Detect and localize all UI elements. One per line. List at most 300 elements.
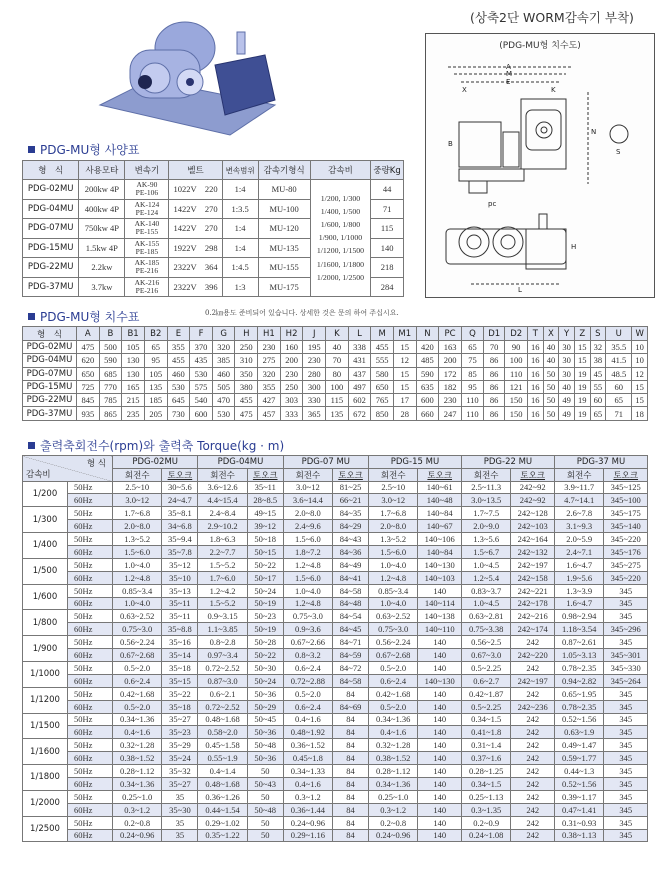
dim-value: 431: [348, 354, 371, 367]
corner-model-label: 형 식: [86, 459, 106, 469]
dim-value: 555: [371, 354, 394, 367]
torque-value: 242~197: [511, 674, 555, 687]
dim-value: 195: [303, 341, 326, 354]
dim-value: 590: [99, 354, 122, 367]
torque-value: 242: [511, 713, 555, 726]
speed-row-hz60: [23, 545, 648, 558]
dim-value: 100: [505, 354, 528, 367]
rpm-subheader: 회전수: [554, 468, 603, 481]
torque-value: 50~23: [247, 610, 283, 623]
dim-value: 730: [167, 407, 190, 420]
torque-value: 35~14: [162, 649, 198, 662]
rpm-value: 1.18~3.54: [554, 623, 603, 636]
dim-value: 303: [280, 394, 303, 407]
rpm-value: 2.9~10.2: [198, 520, 247, 533]
torque-value: 35: [162, 790, 198, 803]
dim-value: 215: [122, 394, 145, 407]
torque-value: 242~158: [511, 571, 555, 584]
spec-range: 1:4: [222, 238, 258, 258]
torque-value: 140~103: [418, 571, 462, 584]
torque-value: 345~140: [604, 520, 648, 533]
spec-model: PDG-22MU: [23, 258, 79, 278]
dim-value: 12: [393, 354, 416, 367]
dim-value: 49: [559, 394, 575, 407]
rpm-value: 2.2~7.7: [198, 545, 247, 558]
dim-value: 250: [235, 341, 258, 354]
rpm-value: 0.34~1.36: [113, 777, 162, 790]
rpm-value: 1.7~6.8: [113, 507, 162, 520]
frequency-label: 50Hz: [68, 533, 113, 546]
rpm-value: 2.0~8.0: [283, 507, 332, 520]
dim-header-j: J: [303, 327, 326, 341]
dim-value: 530: [190, 367, 213, 380]
dim-value: 845: [77, 394, 100, 407]
dim-value: 385: [212, 354, 235, 367]
torque-value: 242~221: [511, 584, 555, 597]
torque-value: 84~54: [333, 610, 369, 623]
ratio-pair: 1/600, 1/800: [320, 219, 361, 229]
dim-value: 40: [559, 380, 575, 393]
torque-value: 35~32: [162, 765, 198, 778]
dim-value: 600: [190, 407, 213, 420]
rpm-value: 1.5~6.0: [283, 533, 332, 546]
dim-value: 19: [574, 407, 590, 420]
speed-section-title: [28, 437, 284, 454]
torque-value: 35~11: [162, 610, 198, 623]
frequency-label: 60Hz: [68, 700, 113, 713]
label-m: M: [506, 70, 513, 78]
torque-value: 50~18: [247, 533, 283, 546]
dim-value: 70: [326, 354, 349, 367]
frequency-label: 50Hz: [68, 636, 113, 649]
spec-reducer: MU-175: [258, 277, 310, 297]
torque-value: 35: [162, 816, 198, 829]
dim-value: 55: [590, 380, 606, 393]
torque-value: 50: [247, 765, 283, 778]
spec-header-ratio: 감속비: [310, 161, 370, 180]
dim-note: 0.2㎞용도 준비되어 있습니다. 상세한 것은 문의 하여 주십시요.: [205, 309, 399, 317]
rpm-value: 0.4~1.6: [368, 726, 417, 739]
dim-value: 165: [122, 380, 145, 393]
transmission-ak: AK-155: [134, 238, 160, 248]
torque-value: 140: [418, 636, 462, 649]
rpm-value: 0.34~1.33: [283, 765, 332, 778]
rpm-value: 1.2~4.8: [283, 558, 332, 571]
rpm-value: 0.55~1.9: [198, 752, 247, 765]
torque-subheader: 토오크: [604, 468, 648, 481]
spec-transmission: [125, 238, 169, 258]
label-x: X: [462, 86, 467, 94]
torque-value: 140~84: [418, 507, 462, 520]
rpm-value: 0.6~2.4: [283, 700, 332, 713]
dim-row: [23, 367, 648, 380]
rpm-value: 0.37~1.6: [461, 752, 510, 765]
spec-model: PDG-04MU: [23, 199, 79, 219]
label-b: B: [448, 140, 453, 148]
spec-model: PDG-15MU: [23, 238, 79, 258]
rpm-value: 3.9~11.7: [554, 481, 603, 494]
spec-header-row: [23, 161, 404, 180]
rpm-value: 0.3~1.2: [283, 790, 332, 803]
dim-value: 35.5: [606, 341, 632, 354]
rpm-value: 0.52~1.56: [554, 777, 603, 790]
dim-value: 200: [280, 354, 303, 367]
rpm-value: 0.6~2.4: [113, 674, 162, 687]
label-l: L: [518, 286, 522, 294]
rpm-value: 1.3~5.2: [368, 533, 417, 546]
frequency-label: 50Hz: [68, 584, 113, 597]
dim-value: 45: [590, 367, 606, 380]
spec-transmission: [125, 277, 169, 297]
torque-value: 84: [333, 687, 369, 700]
torque-value: 50~24: [247, 674, 283, 687]
front-view-pulley-right: [493, 227, 523, 257]
dim-value: 370: [190, 341, 213, 354]
rpm-value: 1.5~6.0: [113, 545, 162, 558]
speed-row-hz50: [23, 584, 648, 597]
frequency-label: 60Hz: [68, 545, 113, 558]
dim-header-n: N: [416, 327, 439, 341]
label-n: N: [591, 128, 597, 136]
rpm-value: 0.56~2.24: [368, 636, 417, 649]
speed-model-header: PDG-22 MU: [461, 456, 554, 469]
spec-weight: 71: [371, 199, 404, 219]
spec-belt: 1922V 298: [169, 238, 222, 258]
dim-header-h1: H1: [258, 327, 281, 341]
frequency-label: 60Hz: [68, 829, 113, 842]
rpm-value: 0.28~1.12: [368, 765, 417, 778]
dim-value: 247: [439, 407, 462, 420]
spec-motor: 750kw 4P: [79, 219, 125, 239]
dim-value: 602: [348, 394, 371, 407]
dim-value: 310: [235, 354, 258, 367]
label-k: K: [551, 86, 556, 94]
torque-value: 345: [604, 610, 648, 623]
dim-value: 205: [144, 407, 167, 420]
torque-value: 50~36: [247, 687, 283, 700]
torque-value: 345~330: [604, 661, 648, 674]
dim-value: 435: [190, 354, 213, 367]
dim-value: 16: [527, 407, 543, 420]
torque-value: 140~67: [418, 520, 462, 533]
top-view-shaft-inner: [541, 127, 547, 133]
rpm-value: 0.28~1.12: [113, 765, 162, 778]
reduction-ratio: 1/1600: [23, 739, 68, 765]
dim-value: 85: [461, 367, 483, 380]
rpm-value: 0.25~1.0: [368, 790, 417, 803]
torque-value: 35~18: [162, 700, 198, 713]
dim-value: 60: [590, 394, 606, 407]
torque-value: 140~61: [418, 481, 462, 494]
speed-row-hz60: [23, 674, 648, 687]
dim-value: 28: [393, 407, 416, 420]
rpm-value: 1.6~4.7: [554, 597, 603, 610]
torque-value: 345~220: [604, 533, 648, 546]
torque-value: 242~216: [511, 610, 555, 623]
torque-value: 242~220: [511, 649, 555, 662]
rpm-value: 0.87~3.0: [198, 674, 247, 687]
dim-value: 105: [144, 367, 167, 380]
dim-value: 530: [212, 407, 235, 420]
dim-header-g: G: [212, 327, 235, 341]
rpm-value: 1.3~5.2: [113, 533, 162, 546]
torque-value: 84: [333, 803, 369, 816]
torque-value: 84~36: [333, 545, 369, 558]
dim-value: 235: [122, 407, 145, 420]
torque-value: 84: [333, 752, 369, 765]
rpm-value: 0.24~0.96: [113, 829, 162, 842]
torque-value: 50~17: [247, 571, 283, 584]
rpm-value: 0.28~1.25: [461, 765, 510, 778]
label-a: A: [506, 63, 511, 71]
rpm-value: 0.63~2.81: [461, 610, 510, 623]
torque-value: 140: [418, 739, 462, 752]
dim-value: 130: [122, 367, 145, 380]
rpm-value: 0.36~1.52: [283, 739, 332, 752]
dim-value: 150: [505, 407, 528, 420]
dim-value: 725: [77, 380, 100, 393]
spec-range: 1:4: [222, 219, 258, 239]
reduction-ratio: 1/400: [23, 533, 68, 559]
dim-value: 105: [122, 341, 145, 354]
dim-value: 470: [212, 394, 235, 407]
rpm-value: 1.1~3.85: [198, 623, 247, 636]
dim-value: 460: [212, 367, 235, 380]
rpm-value: 1.3~5.6: [461, 533, 510, 546]
dim-value: 15: [574, 341, 590, 354]
torque-value: 242~197: [511, 558, 555, 571]
rpm-value: 0.85~3.4: [113, 584, 162, 597]
torque-value: 84~45: [333, 623, 369, 636]
rpm-value: 1.5~5.2: [198, 597, 247, 610]
front-view-pulley-left-inner: [467, 235, 481, 249]
dim-model: PDG-37MU: [23, 407, 77, 420]
rpm-value: 0.38~1.13: [554, 829, 603, 842]
dim-row: [23, 407, 648, 420]
dim-value: 785: [99, 394, 122, 407]
speed-model-header: PDG-07 MU: [283, 456, 368, 469]
torque-value: 50~30: [247, 661, 283, 674]
rpm-value: 0.6~2.4: [368, 674, 417, 687]
speed-row-hz50: [23, 739, 648, 752]
dim-value: 620: [77, 354, 100, 367]
spec-header-weight: 중량Kg: [371, 161, 404, 180]
speed-row-hz50: [23, 661, 648, 674]
dim-value: 330: [303, 394, 326, 407]
rpm-value: 0.4~1.6: [283, 777, 332, 790]
torque-value: 84~71: [333, 636, 369, 649]
speed-row-hz60: [23, 623, 648, 636]
speed-row-hz50: [23, 558, 648, 571]
dim-value: 850: [371, 407, 394, 420]
dim-row: [23, 341, 648, 354]
frequency-label: 60Hz: [68, 597, 113, 610]
dim-value: 65: [590, 407, 606, 420]
front-view-pulley-left: [459, 227, 489, 257]
rpm-value: 1.0~4.0: [113, 558, 162, 571]
label-e: E: [506, 78, 511, 86]
dim-value: 16: [527, 367, 543, 380]
dim-value: 600: [416, 394, 439, 407]
torque-value: 345: [604, 700, 648, 713]
torque-value: 35~10: [162, 571, 198, 584]
speed-model-header: PDG-15 MU: [368, 456, 461, 469]
dim-value: 250: [280, 380, 303, 393]
speed-row-hz50: [23, 816, 648, 829]
spec-reducer: MU-80: [258, 180, 310, 200]
torque-value: 84: [333, 713, 369, 726]
torque-value: 242: [511, 752, 555, 765]
torque-value: 345~100: [604, 494, 648, 507]
rpm-value: 0.2~0.9: [461, 816, 510, 829]
dim-value: 580: [371, 367, 394, 380]
spec-transmission: [125, 199, 169, 219]
torque-value: 140~130: [418, 674, 462, 687]
torque-subheader: 토오크: [247, 468, 283, 481]
dim-value: 455: [167, 354, 190, 367]
speed-row-hz50: [23, 533, 648, 546]
rpm-value: 1.2~4.2: [198, 584, 247, 597]
rpm-value: 3.0~12: [283, 481, 332, 494]
rpm-value: 0.38~1.52: [368, 752, 417, 765]
dim-value: 497: [348, 380, 371, 393]
rpm-value: 0.72~2.52: [198, 661, 247, 674]
rpm-value: 0.56~2.24: [113, 636, 162, 649]
speed-row-hz60: [23, 726, 648, 739]
rpm-value: 0.67~2.68: [368, 649, 417, 662]
torque-value: 140: [418, 700, 462, 713]
dim-value: 575: [190, 380, 213, 393]
speed-row-hz60: [23, 494, 648, 507]
dim-header-s: S: [590, 327, 606, 341]
dim-value: 86: [484, 394, 505, 407]
torque-value: 345~264: [604, 674, 648, 687]
torque-value: 345~296: [604, 623, 648, 636]
spec-header-range: 변속범위: [222, 161, 258, 180]
torque-value: 345: [604, 752, 648, 765]
rpm-value: 0.83~3.7: [461, 584, 510, 597]
speed-model-header: PDG-02MU: [113, 456, 198, 469]
dim-value: 320: [212, 341, 235, 354]
dim-value: 48.5: [606, 367, 632, 380]
transmission-ak: AK-124: [134, 199, 160, 209]
rpm-value: 0.42~1.68: [113, 687, 162, 700]
torque-value: 84~48: [333, 597, 369, 610]
ratio-pair: 1/2000, 1/2500: [316, 272, 365, 282]
dim-header-x: X: [543, 327, 559, 341]
spec-belt: 1422V 270: [169, 199, 222, 219]
rpm-value: 0.44~1.54: [198, 803, 247, 816]
dim-value: 130: [122, 354, 145, 367]
dim-model: PDG-02MU: [23, 341, 77, 354]
spec-reducer: MU-100: [258, 199, 310, 219]
rpm-value: 0.8~2.8: [198, 636, 247, 649]
rpm-value: 0.5~2.0: [368, 661, 417, 674]
speed-row-hz60: [23, 649, 648, 662]
dim-value: 100: [326, 380, 349, 393]
speed-row-hz50: [23, 481, 648, 494]
torque-value: 84~29: [333, 520, 369, 533]
dim-value: 65: [144, 341, 167, 354]
torque-value: 242: [511, 816, 555, 829]
spec-motor: 2.2kw: [79, 258, 125, 278]
front-view-pulley-right-inner: [501, 235, 515, 249]
rpm-value: 2.0~8.0: [368, 520, 417, 533]
frequency-label: 50Hz: [68, 481, 113, 494]
rpm-value: 0.75~3.0: [113, 623, 162, 636]
spec-model: PDG-07MU: [23, 219, 79, 239]
dim-value: 86: [484, 380, 505, 393]
dim-value: 300: [303, 380, 326, 393]
rpm-value: 2.5~10: [368, 481, 417, 494]
spec-range: 1:4: [222, 180, 258, 200]
torque-value: 39~12: [247, 520, 283, 533]
rpm-value: 0.9~3.15: [198, 610, 247, 623]
rpm-value: 4.4~15.4: [198, 494, 247, 507]
torque-value: 140: [418, 803, 462, 816]
torque-value: 345: [604, 816, 648, 829]
dim-value: 75: [461, 354, 483, 367]
dimension-drawing: [425, 33, 655, 298]
dim-value: 185: [144, 394, 167, 407]
dim-header-l: L: [348, 327, 371, 341]
rpm-value: 0.41~1.8: [461, 726, 510, 739]
shaft-hole: [186, 78, 194, 86]
rpm-value: 0.39~1.17: [554, 790, 603, 803]
speed-row-hz60: [23, 803, 648, 816]
torque-value: 50~28: [247, 636, 283, 649]
torque-value: 345: [604, 829, 648, 842]
rpm-value: 3.6~12.6: [198, 481, 247, 494]
rpm-value: 0.32~1.28: [368, 739, 417, 752]
torque-value: 35~15: [162, 674, 198, 687]
torque-value: 242: [511, 687, 555, 700]
rpm-value: 0.94~2.82: [554, 674, 603, 687]
dim-header-k: K: [326, 327, 349, 341]
speed-title-text: 출력축회전수(rpm)와 출력축 Torque(kg · m): [40, 439, 285, 453]
torque-value: 345: [604, 597, 648, 610]
spec-weight: 140: [371, 238, 404, 258]
rpm-value: 1.2~4.8: [368, 571, 417, 584]
frequency-label: 60Hz: [68, 777, 113, 790]
dim-header-b: B: [99, 327, 122, 341]
torque-value: 242: [511, 636, 555, 649]
torque-value: 345~220: [604, 571, 648, 584]
spec-range: 1:3: [222, 277, 258, 297]
frequency-label: 60Hz: [68, 803, 113, 816]
spec-reducer: MU-135: [258, 238, 310, 258]
torque-value: 35~18: [162, 661, 198, 674]
dim-header-z: Z: [574, 327, 590, 341]
dim-value: 230: [303, 354, 326, 367]
rpm-value: 0.63~1.9: [554, 726, 603, 739]
torque-value: 50: [247, 790, 283, 803]
rpm-value: 0.29~1.02: [198, 816, 247, 829]
rpm-value: 0.31~1.4: [461, 739, 510, 752]
rpm-value: 1.2~5.4: [461, 571, 510, 584]
dim-value: 230: [439, 394, 462, 407]
spec-belt: 1022V 220: [169, 180, 222, 200]
torque-value: 242~132: [511, 545, 555, 558]
dim-header-m1: M1: [393, 327, 416, 341]
dim-header-b1: B1: [122, 327, 145, 341]
rpm-value: 0.3~1.35: [461, 803, 510, 816]
dim-value: 645: [167, 394, 190, 407]
dim-value: 135: [144, 380, 167, 393]
torque-value: 345~301: [604, 649, 648, 662]
rpm-value: 1.0~4.0: [283, 584, 332, 597]
dim-header-m: M: [371, 327, 394, 341]
